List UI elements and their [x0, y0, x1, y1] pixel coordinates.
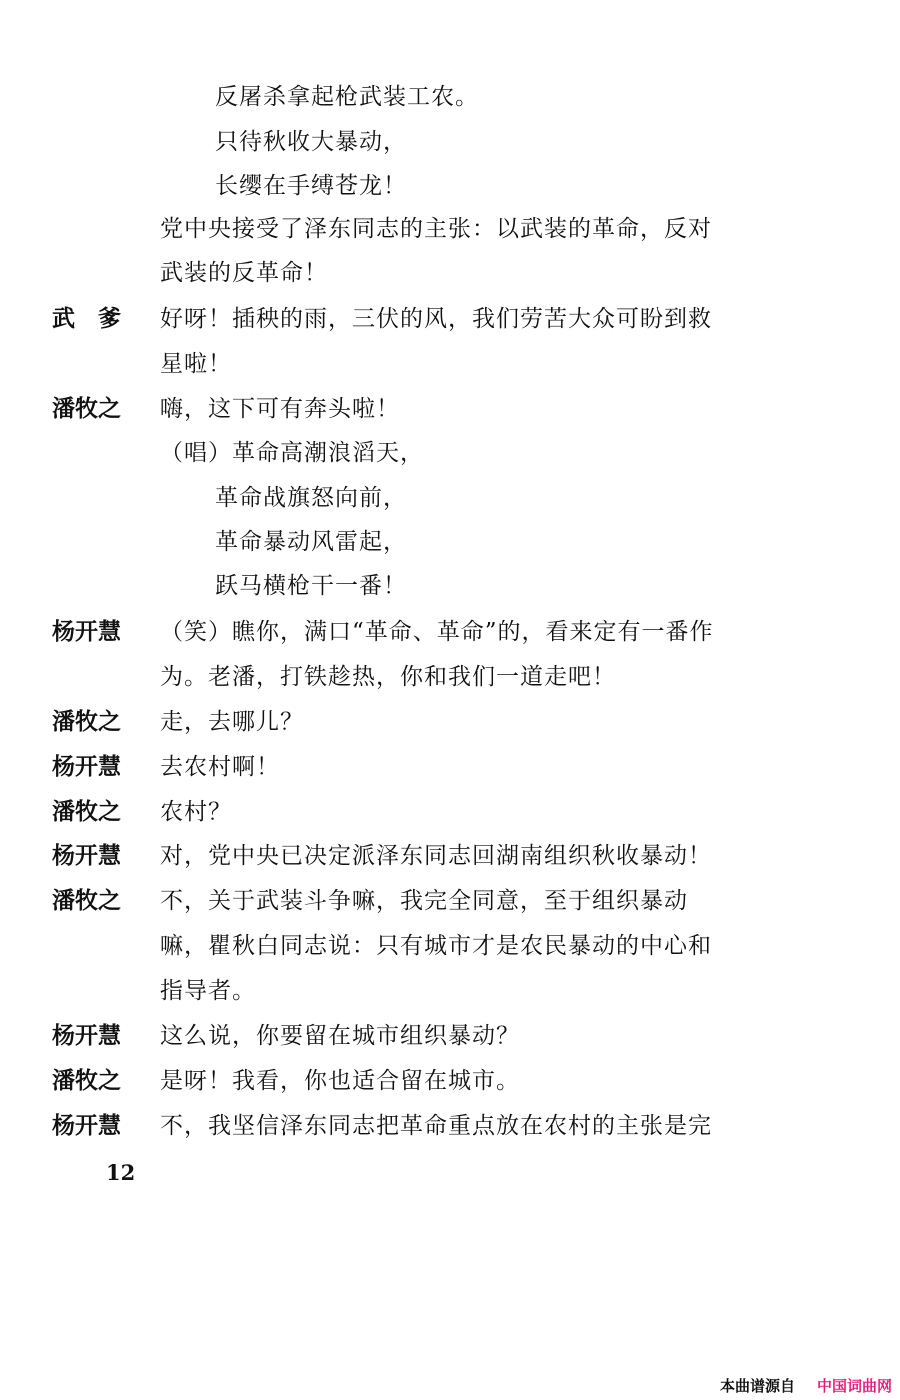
dialogue-line: 是呀！我看，你也适合留在城市。: [160, 1068, 520, 1094]
dialogue-line: 嗨，这下可有奔头啦！: [160, 396, 400, 422]
dialogue-line: 农村？: [160, 799, 232, 825]
dialogue-line: 指导者。: [160, 978, 256, 1004]
speaker-name: 杨开慧: [52, 1113, 121, 1139]
site-name-link[interactable]: 中国词曲网: [816, 1377, 892, 1395]
speaker-name: 潘牧之: [52, 1068, 121, 1094]
verse-line: 反屠杀拿起枪武装工农。: [215, 84, 479, 110]
dialogue-line: 不，关于武装斗争嘛，我完全同意，至于组织暴动: [160, 888, 688, 914]
dialogue-line: 去农村啊！: [160, 754, 280, 780]
dialogue-line: 对，党中央已决定派泽东同志回湖南组织秋收暴动！: [160, 843, 712, 869]
speaker-name: 杨开慧: [52, 619, 121, 645]
speaker-name: 潘牧之: [52, 709, 121, 735]
source-label: 本曲谱源自: [719, 1377, 795, 1395]
page-number: 12: [106, 1160, 136, 1185]
dialogue-line: 嘛，瞿秋白同志说：只有城市才是农民暴动的中心和: [160, 933, 712, 959]
dialogue-line: 好呀！插秧的雨，三伏的风，我们劳苦大众可盼到救: [160, 306, 712, 332]
song-line: （唱）革命高潮浪滔天，: [160, 440, 424, 466]
speaker-name: 武 爹: [52, 306, 121, 332]
speaker-name: 杨开慧: [52, 843, 121, 869]
verse-line: 革命战旗怒向前，: [215, 485, 407, 511]
dialogue-line: 为。老潘，打铁趁热，你和我们一道走吧！: [160, 664, 616, 690]
speaker-name: 潘牧之: [52, 799, 121, 825]
speaker-name: 潘牧之: [52, 396, 121, 422]
speaker-name: 杨开慧: [52, 1023, 121, 1049]
dialogue-line: 走，去哪儿？: [160, 709, 304, 735]
verse-line: 革命暴动风雷起，: [215, 529, 407, 555]
verse-line: 跃马横枪干一番！: [215, 573, 407, 599]
source-watermark: [720, 1375, 892, 1396]
dialogue-line: 不，我坚信泽东同志把革命重点放在农村的主张是完: [160, 1113, 712, 1139]
verse-line: 只待秋收大暴动，: [215, 129, 407, 155]
verse-line: 长缨在手缚苍龙！: [215, 173, 407, 199]
dialogue-line: 星啦！: [160, 351, 232, 377]
dialogue-line: （笑）瞧你，满口“革命、革命”的，看来定有一番作: [160, 619, 714, 645]
speaker-name: 杨开慧: [52, 754, 121, 780]
speaker-name: 潘牧之: [52, 888, 121, 914]
dialogue-line: 党中央接受了泽东同志的主张：以武装的革命，反对: [160, 216, 712, 242]
dialogue-line: 这么说，你要留在城市组织暴动？: [160, 1023, 520, 1049]
dialogue-line: 武装的反革命！: [160, 260, 328, 286]
